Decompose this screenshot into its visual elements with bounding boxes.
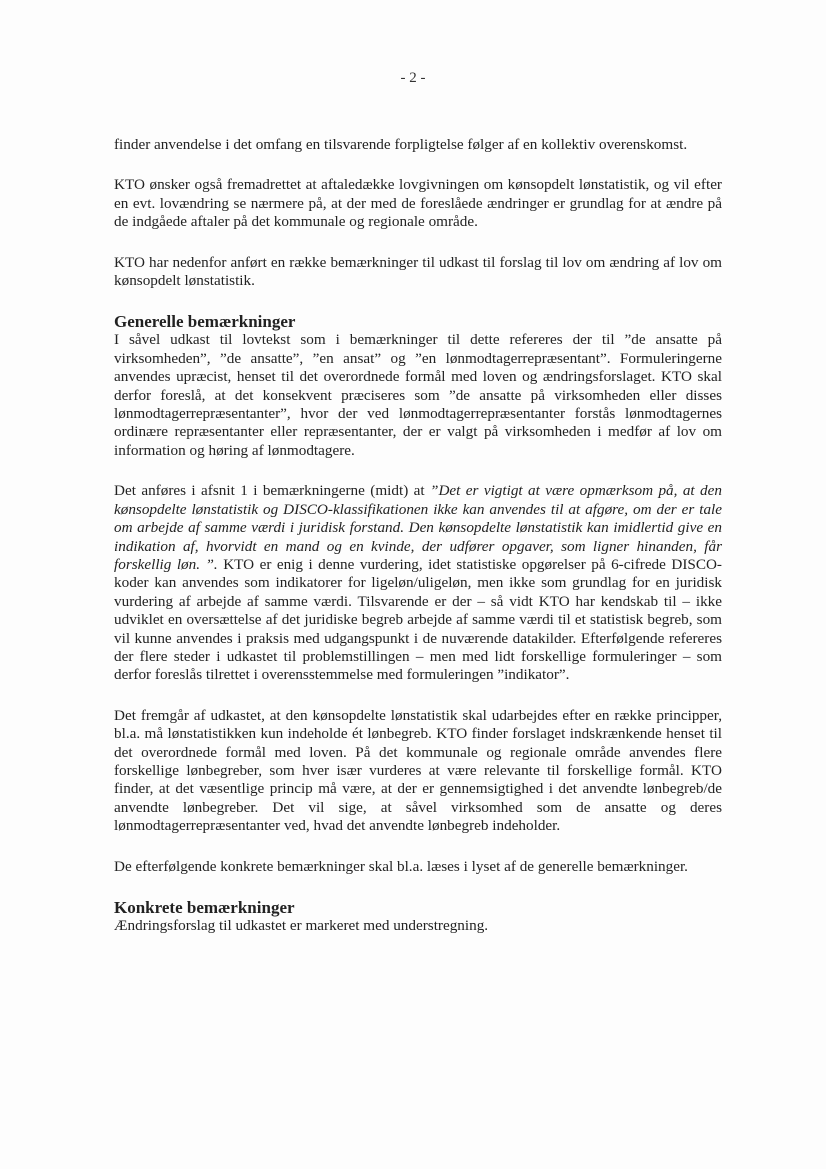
paragraph: Ændringsforslag til udkastet er markeret med understregning.	[114, 917, 489, 934]
paragraph-intro: Det anføres i afsnit 1 i bemærkningerne (midt) at	[114, 482, 431, 500]
paragraph: KTO ønsker også fremadrettet at aftaledække lovgivningen om kønsopdelt lønstatistik, og vil efter en evt. lovændring se nærmere på, at der med de foreslåede ændringer er grundlag for at ændre på de indgåede aftaler på det kommunale og regionale område.	[114, 176, 722, 231]
paragraph: De efterfølgende konkrete bemærkninger skal bl.a. læses i lyset af de generelle bemærkninger.	[114, 857, 688, 875]
section-heading-general: Generelle bemærkninger	[114, 312, 296, 332]
paragraph	[114, 482, 722, 684]
paragraph-rest: KTO er enig i denne vurdering, idet statistiske opgørelser på 6-cifrede DISCO-koder kan anvendes som indikatorer for ligeløn/uligeløn, men ikke som grundlag for en juridisk vurdering af arbejde af samme værdi. Tilsvarende er der – så vidt KTO har kendskab til – ikke udviklet en oversættelse af det juridiske begreb arbejde af samme værdi til et statistisk begreb, som vil kunne anvendes i praksis med udgangspunkt i de nuværende datakilder. Efterfølgende refereres der flere steder i udkastet til problemstillingen – men med lidt forskellige formuleringer – som derfor foreslås tilrettet i overensstemmelse med formuleringen ”indikator”.	[114, 555, 722, 684]
page-number: - 2 -	[400, 70, 426, 86]
section-heading-concrete: Konkrete bemærkninger	[114, 898, 295, 917]
quoted-text: ”Det er vigtigt at være opmærksom på, at den kønsopdelte lønstatistik og DISCO-klassifikationen ikke kan anvendes til at afgøre, om der er tale om arbejde af samme værdi i juridisk forstand. Den kønsopdelte lønstatistik kan imidlertid give en indikation af, hvorvidt en mand og en kvinde, der udfører opgaver, som ligner hinanden, får forskellig løn. ”.	[114, 482, 722, 573]
paragraph: Det fremgår af udkastet, at den kønsopdelte lønstatistik skal udarbejdes efter en række principper, bl.a. må lønstatistikken kun indeholde ét lønbegreb. KTO finder forslaget indskrænkende henset til det overordnede formål med loven. På det kommunale og regionale område anvendes flere forskellige lønbegreber, som hver især vurderes at være relevante til forskellige formål. KTO finder, at det væsentlige princip må være, at der er gennemsigtighed i det anvendte lønbegreb/de anvendte lønbegreber. Det vil sige, at såvel virksomhed som de ansatte og deres lønmodtagerrepræsentanter ved, hvad det anvendte lønbegreb indeholder.	[114, 706, 722, 835]
document-body	[114, 136, 722, 935]
paragraph: KTO har nedenfor anført en række bemærkninger til udkast til forslag til lov om ændring af lov om kønsopdelt lønstatistik.	[114, 253, 722, 290]
paragraph: I såvel udkast til lovtekst som i bemærkninger til dette refereres der til ”de ansatte på virksomheden”, ”de ansatte”, ”en ansat” og ”en lønmodtagerrepræsentant”. Formuleringerne anvendes upræcist, henset til det overordnede formål med loven og ændringsforslaget. KTO skal derfor foreslå, at det konsekvent præciseres som ”de ansatte på virksomheden eller disses lønmodtagerrepræsentanter”, hvor der ved lønmodtagerrepræsentanter forstås lønmodtagernes ordinære repræsentanter eller repræsentanter, der er valgt på virksomheden i medfør af lov om information og høring af lønmodtagere.	[114, 331, 722, 459]
paragraph: finder anvendelse i det omfang en tilsvarende forpligtelse følger af en kollektiv overenskomst.	[114, 136, 688, 153]
